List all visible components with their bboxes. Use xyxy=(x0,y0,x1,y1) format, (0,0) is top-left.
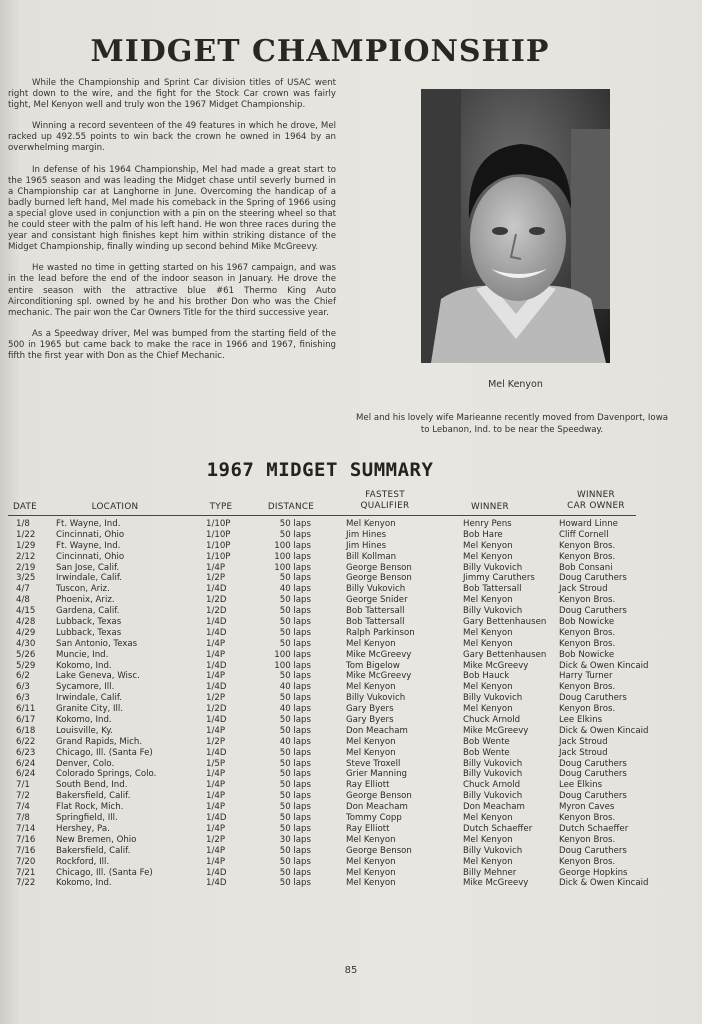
couple-caption: Mel and his lovely wife Marieanne recently moved from Davenport, Iowa to Lebanon, Ind. to be near the Speedway. xyxy=(356,413,668,435)
table-row xyxy=(0,639,702,650)
table-row xyxy=(0,552,702,563)
race-location: Sycamore, Ill. xyxy=(56,682,115,693)
fastest-qualifier: Don Meacham xyxy=(346,725,408,736)
race-winner: Bob Hauck xyxy=(463,671,510,682)
race-winner: Mel Kenyon xyxy=(463,627,513,638)
race-winner: Gary Bettenhausen xyxy=(463,649,547,660)
race-winner: Billy Vukovich xyxy=(463,845,523,856)
track-type: 1/2D xyxy=(206,606,227,617)
track-type: 1/10P xyxy=(206,529,231,540)
race-distance: 50 laps xyxy=(279,715,311,726)
track-type: 1/2P xyxy=(206,693,226,704)
winning-car-owner: Doug Caruthers xyxy=(559,791,627,802)
race-date: 7/16 xyxy=(16,845,36,856)
winning-car-owner: Kenyon Bros. xyxy=(559,856,616,867)
table-row xyxy=(0,868,702,879)
fastest-qualifier: Mel Kenyon xyxy=(346,867,396,878)
race-date: 4/30 xyxy=(16,638,36,649)
race-winner: Henry Pens xyxy=(463,519,512,529)
fastest-qualifier: Gary Byers xyxy=(346,715,394,726)
fastest-qualifier: Jim Hines xyxy=(346,540,387,551)
track-type: 1/2P xyxy=(206,834,226,845)
race-date: 1/22 xyxy=(16,529,36,540)
fastest-qualifier: Mel Kenyon xyxy=(346,638,396,649)
article-body xyxy=(8,78,336,372)
race-winner: Don Meacham xyxy=(463,802,525,813)
race-date: 2/12 xyxy=(16,551,36,562)
race-distance: 50 laps xyxy=(279,529,311,540)
winning-car-owner: Doug Caruthers xyxy=(559,758,627,769)
race-winner: Billy Vukovich xyxy=(463,606,523,617)
table-row xyxy=(0,835,702,846)
column-header-owner-line1: WINNER xyxy=(577,490,615,500)
fastest-qualifier: Tommy Copp xyxy=(346,813,402,824)
winning-car-owner: Doug Caruthers xyxy=(559,693,627,704)
winning-car-owner: Kenyon Bros. xyxy=(559,551,616,562)
table-row xyxy=(0,541,702,552)
column-header-qualifier-line1: FASTEST xyxy=(365,490,405,500)
race-distance: 50 laps xyxy=(279,671,311,682)
table-row xyxy=(0,726,702,737)
page-number: 85 xyxy=(344,965,358,976)
winning-car-owner: Jack Stroud xyxy=(559,747,608,758)
track-type: 1/10P xyxy=(206,551,231,562)
race-distance: 50 laps xyxy=(279,769,311,780)
track-type: 1/4P xyxy=(206,725,226,736)
race-location: Ft. Wayne, Ind. xyxy=(56,519,121,529)
fastest-qualifier: Billy Vukovich xyxy=(346,693,406,704)
fastest-qualifier: Bob Tattersall xyxy=(346,617,405,628)
track-type: 1/4D xyxy=(206,660,227,671)
table-row xyxy=(0,584,702,595)
winning-car-owner: Bob Nowicke xyxy=(559,649,615,660)
race-location: Springfield, Ill. xyxy=(56,813,118,824)
driver-portrait-photo xyxy=(421,89,610,363)
winning-car-owner: Jack Stroud xyxy=(559,736,608,747)
fastest-qualifier: George Benson xyxy=(346,573,412,584)
race-location: Rockford, Ill. xyxy=(56,856,110,867)
track-type: 1/2D xyxy=(206,704,227,715)
fastest-qualifier: Billy Vukovich xyxy=(346,584,406,595)
winning-car-owner: Myron Caves xyxy=(559,802,615,813)
table-row xyxy=(0,595,702,606)
race-date: 1/29 xyxy=(16,540,36,551)
winning-car-owner: Kenyon Bros. xyxy=(559,638,616,649)
race-distance: 50 laps xyxy=(279,791,311,802)
race-winner: Bob Wente xyxy=(463,747,510,758)
race-date: 1/8 xyxy=(16,519,30,529)
race-date: 6/18 xyxy=(16,725,36,736)
track-type: 1/4D xyxy=(206,715,227,726)
race-location: New Bremen, Ohio xyxy=(56,834,137,845)
race-location: Irwindale, Calif. xyxy=(56,693,122,704)
table-row xyxy=(0,780,702,791)
fastest-qualifier: George Snider xyxy=(346,595,408,606)
race-distance: 50 laps xyxy=(279,617,311,628)
summary-title: 1967 MIDGET SUMMARY xyxy=(206,459,434,481)
race-distance: 50 laps xyxy=(279,573,311,584)
table-row xyxy=(0,606,702,617)
race-distance: 50 laps xyxy=(279,595,311,606)
race-date: 7/21 xyxy=(16,867,36,878)
photo-caption: Mel Kenyon xyxy=(488,379,543,390)
race-winner: Billy Mehner xyxy=(463,867,517,878)
race-distance: 50 laps xyxy=(279,867,311,878)
track-type: 1/4P xyxy=(206,845,226,856)
race-winner: Billy Vukovich xyxy=(463,758,523,769)
track-type: 1/4P xyxy=(206,791,226,802)
header-rule xyxy=(8,515,636,516)
fastest-qualifier: Bill Kollman xyxy=(346,551,397,562)
winning-car-owner: Doug Caruthers xyxy=(559,845,627,856)
table-row xyxy=(0,617,702,628)
race-date: 4/28 xyxy=(16,617,36,628)
table-row xyxy=(0,857,702,868)
paragraph: He wasted no time in getting started on his 1967 campaign, and was in the lead before the end of the indoor season in January. He drove the entire season with the attractive blue #61 Thermo King Auto Airconditioning spl. owned by he and his brother Don who was the Chief mechanic. The pair won the Car Owners Title for the third successive year. xyxy=(8,263,336,318)
race-distance: 50 laps xyxy=(279,747,311,758)
column-header-owner xyxy=(556,490,636,512)
race-date: 4/15 xyxy=(16,606,36,617)
race-distance: 40 laps xyxy=(279,704,311,715)
race-location: Denver, Colo. xyxy=(56,758,115,769)
fastest-qualifier: Mel Kenyon xyxy=(346,519,396,529)
race-winner: Mel Kenyon xyxy=(463,834,513,845)
table-row xyxy=(0,737,702,748)
race-winner: Mike McGreevy xyxy=(463,878,529,889)
fastest-qualifier: Don Meacham xyxy=(346,802,408,813)
race-distance: 50 laps xyxy=(279,758,311,769)
table-row xyxy=(0,661,702,672)
fastest-qualifier: Bob Tattersall xyxy=(346,606,405,617)
race-date: 6/2 xyxy=(16,671,30,682)
fastest-qualifier: Jim Hines xyxy=(346,529,387,540)
paragraph: As a Speedway driver, Mel was bumped from the starting field of the 500 in 1965 but came back to make the race in 1966 and 1967, finishing fifth the first year with Don as the Chief Mechanic. xyxy=(8,328,336,361)
race-date: 3/25 xyxy=(16,573,36,584)
race-location: Granite City, Ill. xyxy=(56,704,124,715)
table-row xyxy=(0,802,702,813)
race-location: Grand Rapids, Mich. xyxy=(56,736,143,747)
track-type: 1/4P xyxy=(206,562,226,573)
track-type: 1/4D xyxy=(206,813,227,824)
race-date: 6/24 xyxy=(16,758,36,769)
race-location: Chicago, Ill. (Santa Fe) xyxy=(56,867,153,878)
track-type: 1/4P xyxy=(206,802,226,813)
race-distance: 50 laps xyxy=(279,802,311,813)
winning-car-owner: Doug Caruthers xyxy=(559,573,627,584)
track-type: 1/5P xyxy=(206,758,226,769)
winning-car-owner: Jack Stroud xyxy=(559,584,608,595)
race-date: 6/24 xyxy=(16,769,36,780)
race-location: Colorado Springs, Colo. xyxy=(56,769,157,780)
winning-car-owner: Kenyon Bros. xyxy=(559,704,616,715)
race-distance: 50 laps xyxy=(279,519,311,529)
race-location: Louisville, Ky. xyxy=(56,725,113,736)
race-location: Muncie, Ind. xyxy=(56,649,109,660)
race-date: 7/2 xyxy=(16,791,30,802)
race-date: 6/17 xyxy=(16,715,36,726)
fastest-qualifier: George Benson xyxy=(346,791,412,802)
winning-car-owner: Kenyon Bros. xyxy=(559,834,616,845)
track-type: 1/4D xyxy=(206,584,227,595)
winning-car-owner: Dutch Schaeffer xyxy=(559,823,629,834)
track-type: 1/4P xyxy=(206,671,226,682)
table-row xyxy=(0,824,702,835)
column-header-date: DATE xyxy=(12,502,38,512)
race-date: 5/26 xyxy=(16,649,36,660)
race-location: Kokomo, Ind. xyxy=(56,660,112,671)
track-type: 1/4D xyxy=(206,747,227,758)
race-winner: Bob Wente xyxy=(463,736,510,747)
race-date: 7/20 xyxy=(16,856,36,867)
winning-car-owner: Kenyon Bros. xyxy=(559,595,616,606)
race-location: Lubback, Texas xyxy=(56,617,122,628)
table-row xyxy=(0,846,702,857)
race-winner: Billy Vukovich xyxy=(463,562,523,573)
track-type: 1/4D xyxy=(206,627,227,638)
winning-car-owner: Bob Nowicke xyxy=(559,617,615,628)
race-date: 2/19 xyxy=(16,562,36,573)
winning-car-owner: Kenyon Bros. xyxy=(559,682,616,693)
fastest-qualifier: Ray Elliott xyxy=(346,780,390,791)
winning-car-owner: Lee Elkins xyxy=(559,780,603,791)
winning-car-owner: Harry Turner xyxy=(559,671,613,682)
race-location: Cincinnati, Ohio xyxy=(56,551,125,562)
column-header-distance: DISTANCE xyxy=(267,502,315,512)
winning-car-owner: Kenyon Bros. xyxy=(559,627,616,638)
paragraph: While the Championship and Sprint Car division titles of USAC went right down to the wire, and the fight for the Stock Car crown was fairly tight, Mel Kenyon well and truly won the 1967 Midget Championship. xyxy=(8,78,336,111)
race-location: South Bend, Ind. xyxy=(56,780,128,791)
race-date: 6/11 xyxy=(16,704,36,715)
race-location: Bakersfield, Calif. xyxy=(56,791,131,802)
race-distance: 50 laps xyxy=(279,725,311,736)
race-distance: 40 laps xyxy=(279,584,311,595)
fastest-qualifier: Mike McGreevy xyxy=(346,649,412,660)
paragraph: In defense of his 1964 Championship, Mel had made a great start to the 1965 season and was leading the Midget chase until severly burned in a Championship car at Langhorne in June. Overcoming the handicap of a badly burned left hand, Mel made his comeback in the Spring of 1966 using a special glove used in conjunction with a pin on the steering wheel so that he could steer with the palm of his left hand. He won three races during the year and consistant high finishes kept him within striking distance of the Midget Championship, finally winding up second behind Mike McGreevy. xyxy=(8,164,336,253)
table-row xyxy=(0,769,702,780)
track-type: 1/4P xyxy=(206,823,226,834)
winning-car-owner: Lee Elkins xyxy=(559,715,603,726)
track-type: 1/10P xyxy=(206,540,231,551)
race-winner: Mel Kenyon xyxy=(463,638,513,649)
race-winner: Gary Bettenhausen xyxy=(463,617,547,628)
fastest-qualifier: George Benson xyxy=(346,562,412,573)
race-date: 4/7 xyxy=(16,584,30,595)
column-header-qualifier-line2: QUALIFIER xyxy=(360,501,410,511)
winning-car-owner: Doug Caruthers xyxy=(559,606,627,617)
winning-car-owner: Dick & Owen Kincaid xyxy=(559,660,649,671)
race-winner: Jimmy Caruthers xyxy=(463,573,535,584)
race-winner: Mike McGreevy xyxy=(463,660,529,671)
column-header-type: TYPE xyxy=(209,502,233,512)
winning-car-owner: Dick & Owen Kincaid xyxy=(559,878,649,889)
race-date: 6/3 xyxy=(16,693,30,704)
track-type: 1/4P xyxy=(206,649,226,660)
race-location: Phoenix, Ariz. xyxy=(56,595,115,606)
table-row xyxy=(0,650,702,661)
race-date: 7/8 xyxy=(16,813,30,824)
race-winner: Bob Tattersall xyxy=(463,584,522,595)
race-location: Tuscon, Ariz. xyxy=(56,584,110,595)
table-row xyxy=(0,715,702,726)
race-distance: 50 laps xyxy=(279,606,311,617)
race-distance: 50 laps xyxy=(279,845,311,856)
race-winner: Billy Vukovich xyxy=(463,791,523,802)
race-location: Irwindale, Calif. xyxy=(56,573,122,584)
track-type: 1/2D xyxy=(206,595,227,606)
race-location: Lake Geneva, Wisc. xyxy=(56,671,140,682)
track-type: 1/10P xyxy=(206,519,231,529)
table-row xyxy=(0,671,702,682)
fastest-qualifier: Mel Kenyon xyxy=(346,856,396,867)
race-location: Gardena, Calif. xyxy=(56,606,120,617)
table-row xyxy=(0,693,702,704)
track-type: 1/2P xyxy=(206,573,226,584)
track-type: 1/4D xyxy=(206,878,227,889)
fastest-qualifier: Mike McGreevy xyxy=(346,671,412,682)
race-location: Flat Rock, Mich. xyxy=(56,802,124,813)
race-location: Cincinnati, Ohio xyxy=(56,529,125,540)
race-date: 6/22 xyxy=(16,736,36,747)
fastest-qualifier: Steve Troxell xyxy=(346,758,401,769)
race-location: Ft. Wayne, Ind. xyxy=(56,540,121,551)
race-winner: Mike McGreevy xyxy=(463,725,529,736)
race-distance: 50 laps xyxy=(279,823,311,834)
race-location: San Jose, Calif. xyxy=(56,562,120,573)
table-row xyxy=(0,791,702,802)
race-location: Kokomo, Ind. xyxy=(56,715,112,726)
fastest-qualifier: Grier Manning xyxy=(346,769,407,780)
race-distance: 50 laps xyxy=(279,813,311,824)
race-winner: Mel Kenyon xyxy=(463,704,513,715)
track-type: 1/4P xyxy=(206,769,226,780)
race-date: 7/22 xyxy=(16,878,36,889)
table-row xyxy=(0,704,702,715)
race-distance: 100 laps xyxy=(274,660,311,671)
race-winner: Billy Vukovich xyxy=(463,769,523,780)
race-distance: 50 laps xyxy=(279,627,311,638)
race-location: Kokomo, Ind. xyxy=(56,878,112,889)
track-type: 1/4D xyxy=(206,867,227,878)
table-row xyxy=(0,563,702,574)
table-row xyxy=(0,682,702,693)
race-winner: Chuck Arnold xyxy=(463,780,521,791)
table-row xyxy=(0,759,702,770)
table-row xyxy=(0,628,702,639)
page-title: MIDGET CHAMPIONSHIP xyxy=(90,34,550,69)
winning-car-owner: Kenyon Bros. xyxy=(559,540,616,551)
race-location: Lubback, Texas xyxy=(56,627,122,638)
race-date: 4/8 xyxy=(16,595,30,606)
race-location: Hershey, Pa. xyxy=(56,823,110,834)
race-distance: 50 laps xyxy=(279,856,311,867)
winning-car-owner: Cliff Cornell xyxy=(559,529,609,540)
race-winner: Mel Kenyon xyxy=(463,540,513,551)
race-date: 4/29 xyxy=(16,627,36,638)
column-header-location: LOCATION xyxy=(91,502,139,512)
table-row xyxy=(0,813,702,824)
race-winner: Mel Kenyon xyxy=(463,551,513,562)
winning-car-owner: Doug Caruthers xyxy=(559,769,627,780)
race-winner: Mel Kenyon xyxy=(463,856,513,867)
race-winner: Billy Vukovich xyxy=(463,693,523,704)
race-distance: 50 laps xyxy=(279,693,311,704)
fastest-qualifier: George Benson xyxy=(346,845,412,856)
table-row xyxy=(0,530,702,541)
race-distance: 100 laps xyxy=(274,551,311,562)
race-distance: 100 laps xyxy=(274,649,311,660)
winning-car-owner: Kenyon Bros. xyxy=(559,813,616,824)
fastest-qualifier: Mel Kenyon xyxy=(346,736,396,747)
winning-car-owner: Dick & Owen Kincaid xyxy=(559,725,649,736)
track-type: 1/2P xyxy=(206,736,226,747)
winning-car-owner: Howard Linne xyxy=(559,519,618,529)
race-winner: Chuck Arnold xyxy=(463,715,521,726)
race-winner: Mel Kenyon xyxy=(463,682,513,693)
race-winner: Dutch Schaeffer xyxy=(463,823,533,834)
table-row xyxy=(0,748,702,759)
race-distance: 40 laps xyxy=(279,682,311,693)
race-winner: Mel Kenyon xyxy=(463,595,513,606)
table-row xyxy=(0,519,702,530)
race-date: 7/16 xyxy=(16,834,36,845)
winning-car-owner: Bob Consani xyxy=(559,562,613,573)
column-header-owner-line2: CAR OWNER xyxy=(567,501,625,511)
race-winner: Bob Hare xyxy=(463,529,503,540)
track-type: 1/4P xyxy=(206,856,226,867)
race-location: Chicago, Ill. (Santa Fe) xyxy=(56,747,153,758)
track-type: 1/4D xyxy=(206,682,227,693)
fastest-qualifier: Gary Byers xyxy=(346,704,394,715)
race-date: 5/29 xyxy=(16,660,36,671)
fastest-qualifier: Mel Kenyon xyxy=(346,834,396,845)
race-location: San Antonio, Texas xyxy=(56,638,138,649)
paragraph: Winning a record seventeen of the 49 features in which he drove, Mel racked up 492.55 points to win back the crown he owned in 1964 by an overwhelming margin. xyxy=(8,121,336,154)
fastest-qualifier: Ralph Parkinson xyxy=(346,627,415,638)
race-date: 6/23 xyxy=(16,747,36,758)
race-date: 7/4 xyxy=(16,802,30,813)
race-date: 7/14 xyxy=(16,823,36,834)
fastest-qualifier: Mel Kenyon xyxy=(346,682,396,693)
fastest-qualifier: Tom Bigelow xyxy=(346,660,400,671)
fastest-qualifier: Mel Kenyon xyxy=(346,747,396,758)
table-row xyxy=(0,573,702,584)
race-distance: 50 laps xyxy=(279,878,311,889)
race-distance: 30 laps xyxy=(279,834,311,845)
race-distance: 50 laps xyxy=(279,780,311,791)
results-table xyxy=(0,519,702,889)
race-distance: 40 laps xyxy=(279,736,311,747)
fastest-qualifier: Ray Elliott xyxy=(346,823,390,834)
race-date: 7/1 xyxy=(16,780,30,791)
column-header-qualifier xyxy=(345,490,425,512)
race-location: Bakersfield, Calif. xyxy=(56,845,131,856)
fastest-qualifier: Mel Kenyon xyxy=(346,878,396,889)
table-row xyxy=(0,878,702,889)
race-distance: 50 laps xyxy=(279,638,311,649)
track-type: 1/4P xyxy=(206,638,226,649)
race-date: 6/3 xyxy=(16,682,30,693)
race-distance: 100 laps xyxy=(274,562,311,573)
race-winner: Mel Kenyon xyxy=(463,813,513,824)
track-type: 1/4D xyxy=(206,617,227,628)
race-distance: 100 laps xyxy=(274,540,311,551)
winning-car-owner: George Hopkins xyxy=(559,867,628,878)
track-type: 1/4P xyxy=(206,780,226,791)
column-header-winner: WINNER xyxy=(471,502,509,512)
